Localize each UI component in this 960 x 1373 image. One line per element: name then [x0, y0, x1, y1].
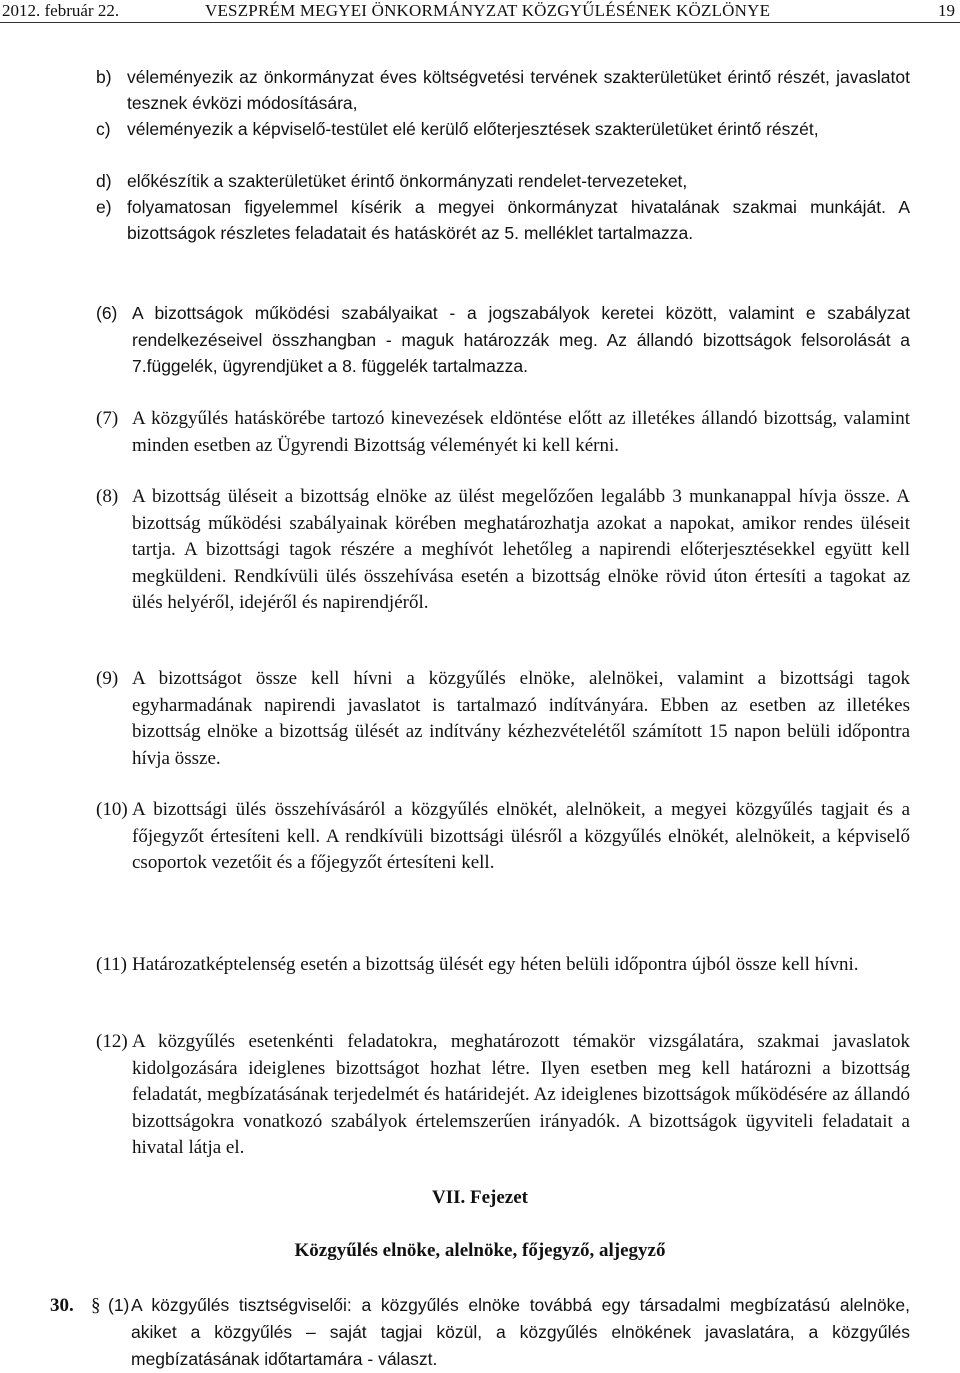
- paragraph-label: (11): [96, 954, 127, 975]
- list-item-b: [96, 64, 910, 116]
- paragraph-text: A közgyűlés hatáskörébe tartozó kinevezések eldöntése előtt az illetékes állandó bizottság, valamint minden esetben az Ügyrendi Bizottság véleményét ki kell kérni.: [132, 408, 910, 456]
- list-label: b): [96, 67, 112, 87]
- paragraph-text: A bizottságot össze kell hívni a közgyűlés elnöke, alelnökei, valamint a bizottsági tagok egyharmadának napirendi javaslatot is tartalmazó indítványára. Ebben az esetben az illetékes bizottság elnöke a bizottság ülését az indítvány kézhezvételétől számított 15 napon belüli időpontra hívja össze.: [132, 668, 910, 769]
- paragraph-7: [96, 406, 910, 459]
- paragraph-11: [96, 952, 910, 979]
- issue-date: 2012. február 22.: [2, 1, 120, 20]
- section-subnumber: (1): [108, 1295, 130, 1315]
- page-number: 19: [938, 1, 955, 20]
- list-item-d: [96, 168, 910, 194]
- paragraph-label: (6): [96, 303, 118, 323]
- page-header: [0, 0, 960, 22]
- paragraph-text: A bizottságok működési szabályaikat - a jogszabályok keretei között, valamint e szabályzat rendelkezéseivel összhangban - maguk határozzák meg. Az állandó bizottságok felsorolását a 7.függelék, ügyrendjüket a 8. függelék tartalmazza.: [132, 303, 910, 376]
- paragraph-text: Határozatképtelenség esetén a bizottság ülését egy héten belüli időpontra újból össze kell hívni.: [132, 954, 859, 975]
- section-number: 30.: [50, 1295, 74, 1316]
- list-label: d): [96, 171, 112, 191]
- list-text: véleményezik az önkormányzat éves költségvetési tervének szakterületüket érintő részét, javaslatot tesznek évközi módosítására,: [127, 67, 910, 113]
- paragraph-text: A bizottsági ülés összehívásáról a közgyűlés elnökét, alelnökeit, a megyei közgyűlés tagjait és a főjegyzőt értesíteni kell. A rendkívüli bizottsági ülésről a közgyűlés elnökét, alelnökeit, a képviselő csoportok vezetőit és a főjegyzőt értesíteni kell.: [132, 799, 910, 873]
- paragraph-text: A bizottság üléseit a bizottság elnöke az ülést megelőzően legalább 3 munkanappal hívja össze. A bizottság működési szabályainak körében meghatározhatja azokat a napokat, amikor rendes üléseit tartja. A bizottsági tagok részére a meghívót lehetőleg a napirendi előterjesztésekkel együtt kell megküldeni. Rendkívüli ülés összehívása esetén a bizottság elnöke rövid úton értesíti a tagokat az ülés helyéről, idejéről és napirendjéről.: [132, 486, 910, 613]
- paragraph-label: (10): [96, 799, 128, 820]
- journal-title: VESZPRÉM MEGYEI ÖNKORMÁNYZAT KÖZGYŰLÉSÉNEK KÖZLÖNYE: [205, 1, 771, 20]
- section-sign: §: [91, 1295, 101, 1316]
- list-text: előkészítik a szakterületüket érintő önkormányzati rendelet-tervezeteket,: [127, 171, 688, 191]
- paragraph-9: [96, 666, 910, 772]
- list-text: véleményezik a képviselő-testület elé kerülő előterjesztések szakterületüket érintő részét,: [127, 119, 819, 139]
- header-rule: [0, 22, 960, 23]
- paragraph-label: (9): [96, 668, 119, 689]
- paragraph-label: (7): [96, 408, 119, 429]
- paragraph-text: A közgyűlés esetenkénti feladatokra, meghatározott témakör vizsgálatára, szakmai javaslatok kidolgozására ideiglenes bizottságot hozhat létre. Ilyen esetben meg kell határozni a bizottság feladatát, megbízatásának terjedelmét és határidejét. Az ideiglenes bizottságok működésére az állandó bizottságokra vonatkozó szabályok értelemszerűen irányadók. A bizottságok ügyviteli feladatait a hivatal látja el.: [132, 1031, 910, 1158]
- list-item-e: [96, 194, 910, 246]
- list-label: e): [96, 197, 112, 217]
- chapter-number: VII. Fejezet: [431, 1187, 528, 1208]
- chapter-title: Közgyűlés elnöke, alelnöke, főjegyző, aljegyző: [294, 1240, 666, 1261]
- list-label: c): [96, 119, 111, 139]
- paragraph-12: [96, 1029, 910, 1162]
- section-text: A közgyűlés tisztségviselői: a közgyűlés elnöke továbbá egy társadalmi megbízatású alelnöke, akiket a közgyűlés – saját tagjai közül, a közgyűlés elnökének javaslatára, a közgyűlés megbízatásának időtartamára - választ.: [131, 1295, 910, 1369]
- paragraph-8: [96, 484, 910, 617]
- paragraph-label: (12): [96, 1031, 128, 1052]
- list-item-c: [96, 116, 910, 142]
- paragraph-10: [96, 797, 910, 877]
- section-30: [50, 1292, 910, 1373]
- list-text: folyamatosan figyelemmel kísérik a megyei önkormányzat hivatalának szakmai munkáját. A bizottságok részletes feladatait és hatáskörét az 5. melléklet tartalmazza.: [127, 197, 910, 243]
- paragraph-6: [96, 300, 910, 380]
- paragraph-label: (8): [96, 486, 119, 507]
